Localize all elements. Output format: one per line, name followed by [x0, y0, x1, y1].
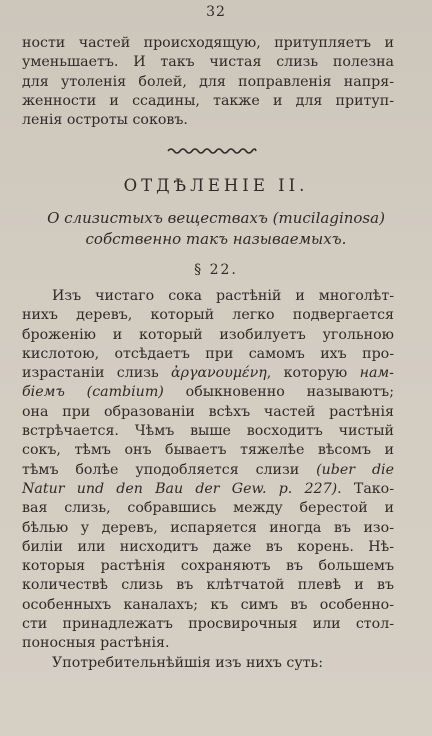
text-segment: обыкновенно называютъ; [163, 384, 394, 401]
text-segment: тѣмъ болѣе уподобляется слизи [22, 461, 317, 478]
subtitle-line-1: О слизистыхъ веществахъ (mucilaginosa) [47, 209, 385, 227]
text-line: для утоленія болей, для поправленія напря- [22, 73, 394, 90]
subtitle-line-2: собственно такъ называемыхъ. [85, 230, 347, 248]
text-segment: израстаніи слизь [22, 365, 172, 382]
text-line: кислотою, отсѣдаетъ при самомъ ихъ про- [22, 345, 394, 362]
top-paragraph [22, 34, 394, 130]
text-segment: . Тако- [337, 480, 394, 497]
text-segment: Изъ чистаго сока растѣній и многолѣт- [52, 288, 394, 304]
italic-term: біемъ (cambium) [22, 384, 164, 401]
text-line [22, 287, 394, 306]
citation: (uber die [316, 461, 394, 478]
text-line [22, 654, 394, 673]
text-line: броженію и который изобилуетъ угольною [22, 326, 394, 343]
wavy-divider-ornament [166, 146, 258, 156]
text-line: биліи или нисходитъ даже въ корень. Нѣ- [22, 538, 394, 555]
body-paragraph [22, 287, 394, 673]
text-line: женности и ссадины, также и для притуп- [22, 92, 394, 109]
text-line: бѣлью у деревъ, испаряется иногда въ изо- [22, 519, 394, 536]
text-line [22, 480, 394, 499]
text-line: особенныхъ каналахъ; къ симъ въ особенно- [22, 596, 394, 613]
italic-term: нам- [359, 365, 394, 382]
text-line: сокъ, тѣмъ онъ бываетъ тяжелѣе вѣсомъ и [22, 442, 394, 459]
text-line: которыя растѣнія сохраняютъ въ большемъ [22, 558, 394, 575]
text-line: нихъ деревъ, который легко подвергается [22, 307, 394, 324]
text-line [22, 364, 394, 383]
text-line: встрѣчается. Чѣмъ выше восходитъ чистый [22, 423, 394, 440]
text-line: ленія остроты соковъ. [22, 112, 188, 129]
text-line: поносныя растѣнія. [22, 635, 170, 652]
text-line: она при образованіи всѣхъ частей растѣнія [22, 403, 394, 420]
text-line [22, 461, 394, 480]
text-line: вая слизь, собравшись между берестой и [22, 500, 394, 517]
text-line: уменьшаетъ. И такъ чистая слизь полезна [22, 54, 394, 71]
text-line [22, 383, 394, 402]
greek-term: ἀργανουμένη [171, 365, 267, 382]
citation: Natur und den Bau der Gew. p. 227) [22, 480, 338, 497]
text-line: сти принадлежатъ просвирочныя или стол- [22, 616, 394, 633]
page-number: 32 [206, 4, 226, 20]
text-line: количествѣ слизь въ клѣтчатой плевѣ и въ [22, 577, 394, 594]
text-line: ности частей происходящую, притупляетъ и [22, 35, 394, 51]
text-segment: Употребительнѣйшія изъ нихъ суть: [52, 654, 324, 671]
text-segment: , которую [266, 365, 360, 382]
section-heading: ОТДѢЛЕНІЕ II. [123, 176, 309, 195]
paragraph-mark: § 22. [194, 262, 238, 278]
